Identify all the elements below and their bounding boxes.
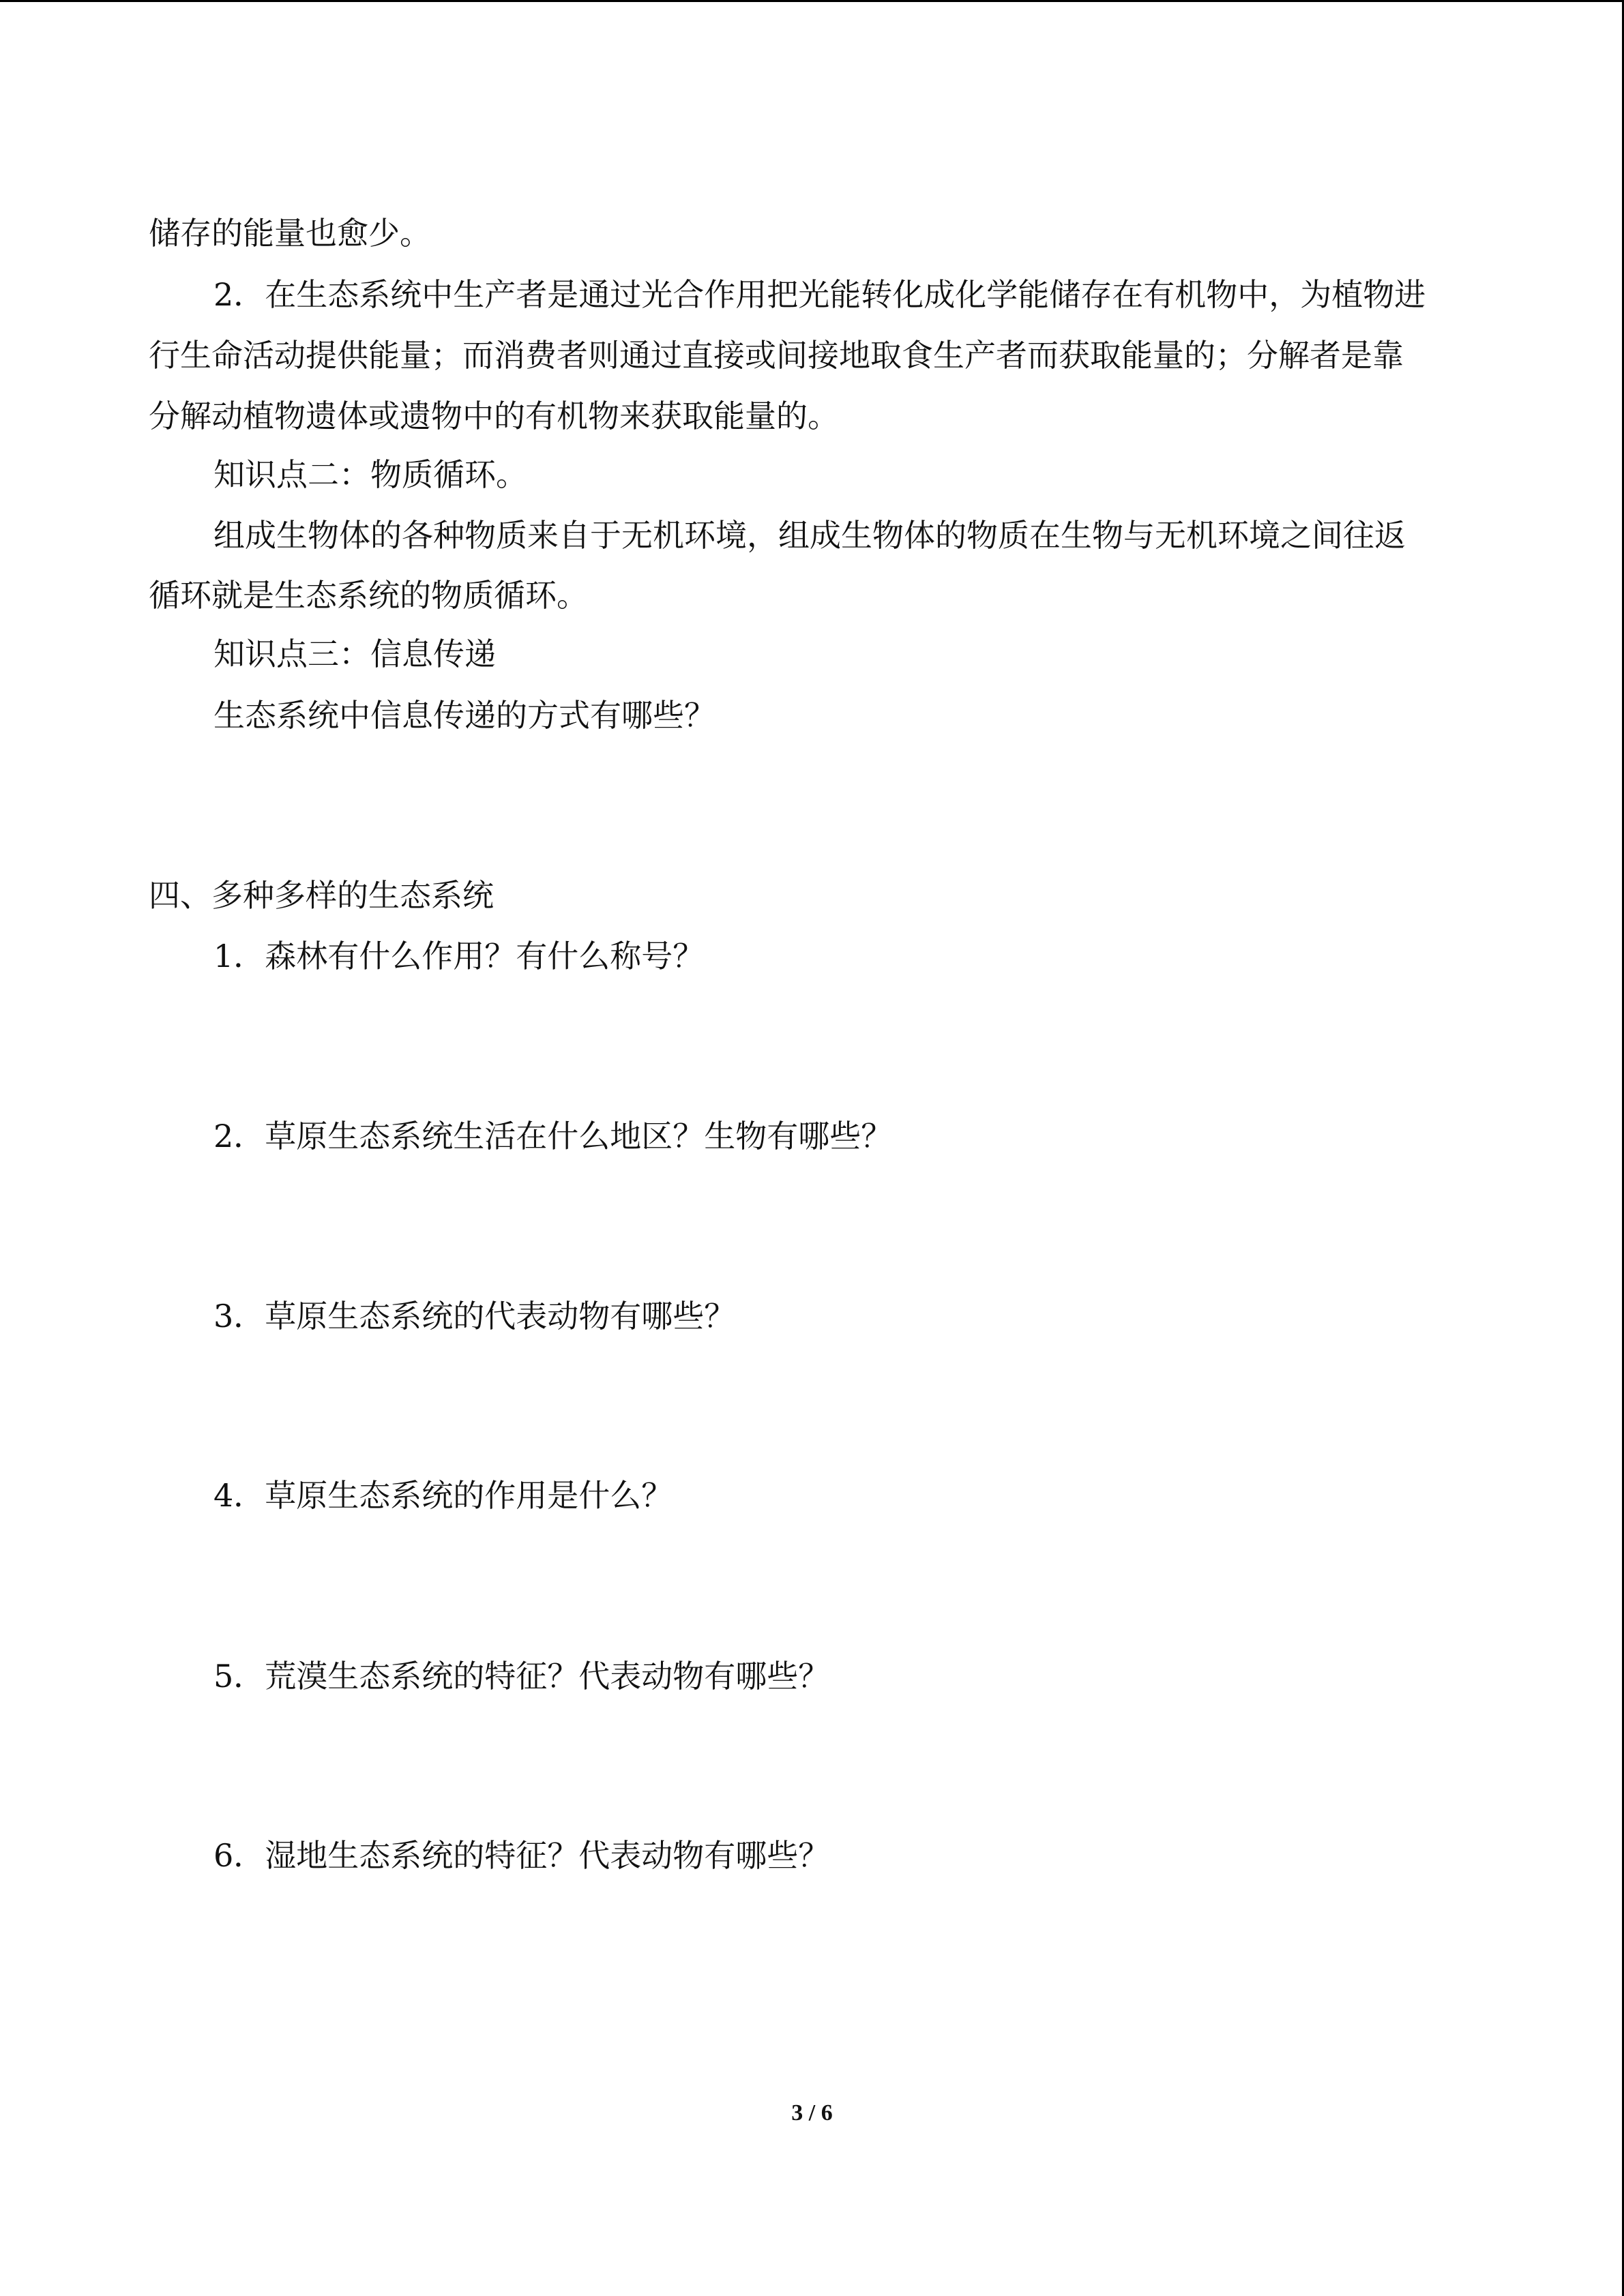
page-number: 3 / 6 — [791, 2100, 833, 2126]
text-line: 行生命活动提供能量；而消费者则通过直接或间接地取食生产者而获取能量的；分解者是靠 — [149, 337, 1404, 374]
page-top-border — [0, 0, 1624, 2]
section-heading: 四、多种多样的生态系统 — [149, 877, 494, 914]
text-line: 2．在生态系统中生产者是通过光合作用把光能转化成化学能储存在有机物中，为植物进 — [213, 276, 1426, 313]
question-line: 1．森林有什么作用？有什么称号？ — [213, 938, 705, 974]
question-line: 5．荒漠生态系统的特征？代表动物有哪些？ — [213, 1658, 830, 1695]
question-line: 生态系统中信息传递的方式有哪些？ — [213, 697, 715, 734]
question-line: 3．草原生态系统的代表动物有哪些？ — [213, 1298, 736, 1335]
knowledge-point-heading: 知识点二：物质循环。 — [213, 456, 527, 493]
question-line: 4．草原生态系统的作用是什么？ — [213, 1477, 673, 1514]
text-line: 分解动植物遗体或遗物中的有机物来获取能量的。 — [149, 398, 839, 434]
text-line: 储存的能量也愈少。 — [149, 215, 431, 252]
question-line: 2．草原生态系统生活在什么地区？生物有哪些？ — [213, 1118, 893, 1154]
knowledge-point-heading: 知识点三：信息传递 — [213, 636, 496, 672]
text-line: 循环就是生态系统的物质循环。 — [149, 577, 588, 614]
text-line: 组成生物体的各种物质来自于无机环境，组成生物体的物质在生物与无机环境之间往返 — [213, 517, 1406, 554]
question-line: 6．湿地生态系统的特征？代表动物有哪些？ — [213, 1837, 830, 1874]
